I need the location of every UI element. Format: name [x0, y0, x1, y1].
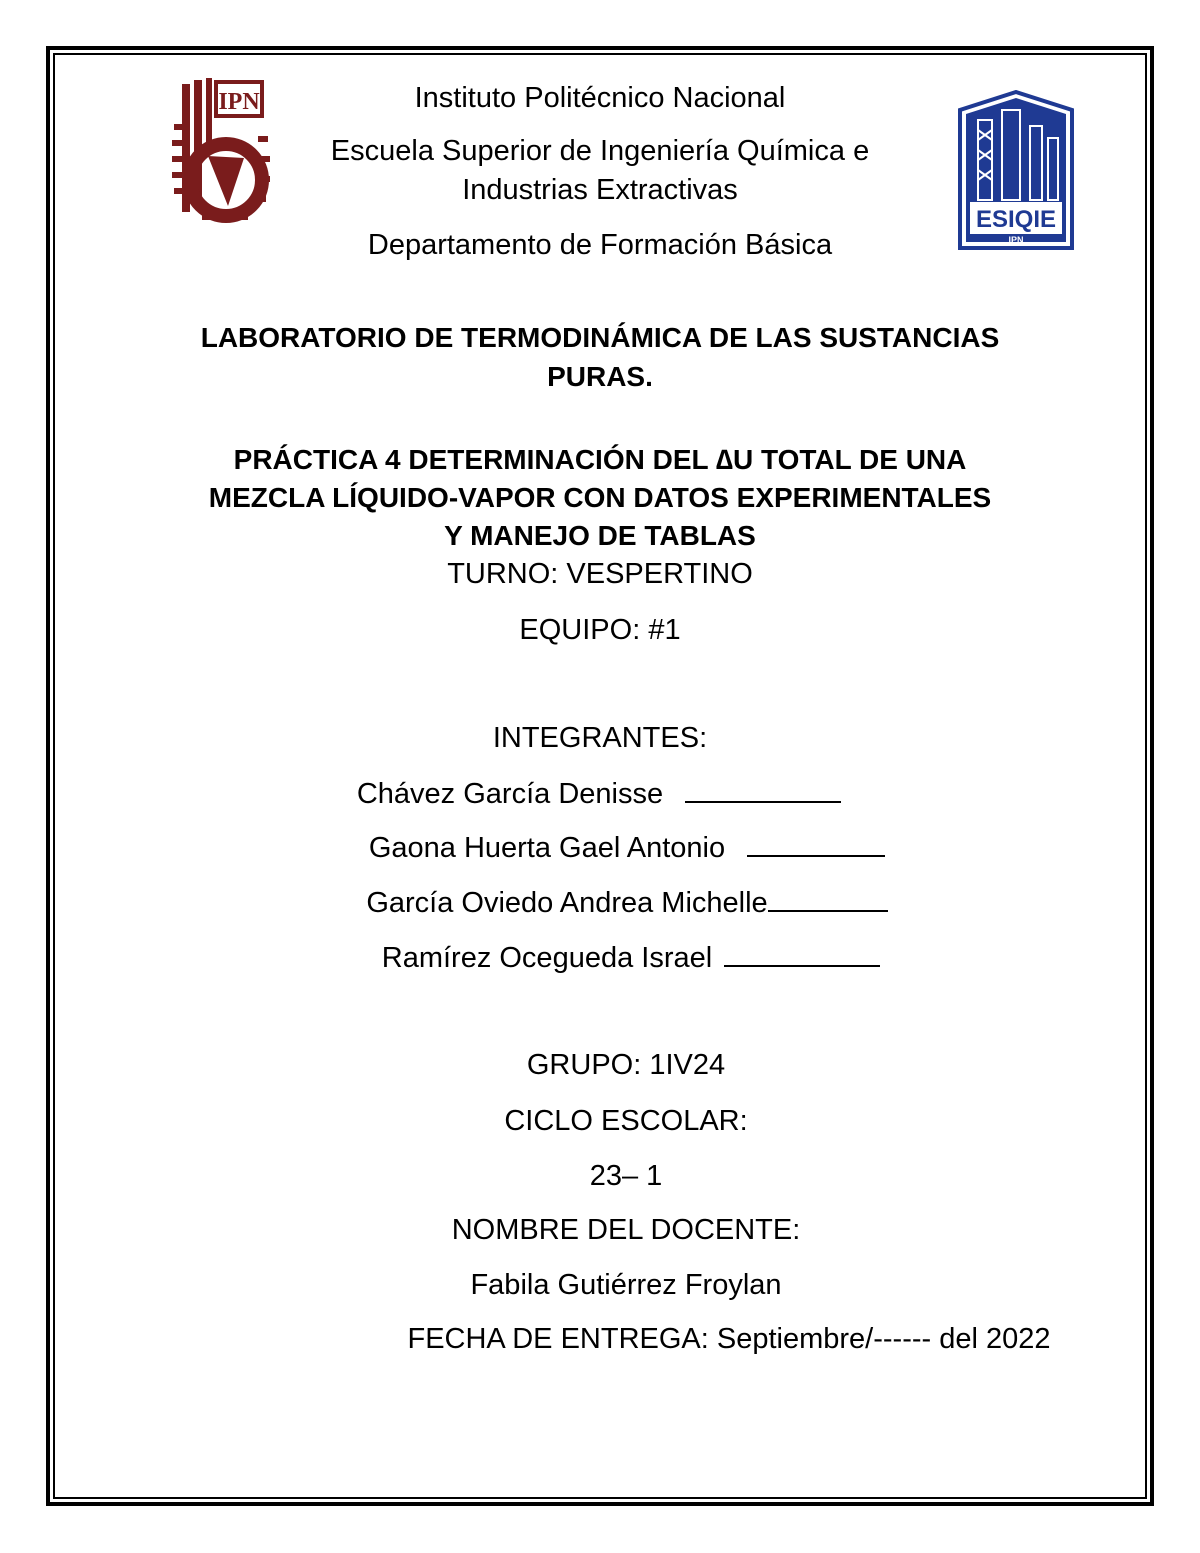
lab-title-line1: LABORATORIO DE TERMODINÁMICA DE LAS SUSTANCIAS	[200, 322, 1000, 353]
school-name-line2: Industrias Extractivas	[462, 174, 738, 206]
ciclo-label: CICLO ESCOLAR:	[504, 1105, 748, 1137]
signature-line	[685, 775, 841, 803]
ipn-logo-text: IPN	[218, 89, 260, 115]
member-row	[27, 884, 1200, 921]
esiqie-logo-subtext: IPN	[1008, 235, 1024, 245]
docente-name: Fabila Gutiérrez Froylan	[470, 1269, 782, 1301]
docente-label: NOMBRE DEL DOCENTE:	[451, 1214, 801, 1246]
signature-line	[768, 884, 888, 912]
fecha-entrega: FECHA DE ENTREGA: Septiembre/------ del 2022	[407, 1323, 1051, 1355]
member-row	[31, 939, 1200, 976]
grupo: GRUPO: 1IV24	[526, 1049, 726, 1081]
signature-line	[724, 939, 880, 967]
department-name: Departamento de Formación Básica	[367, 229, 833, 261]
practice-title-line2: MEZCLA LÍQUIDO-VAPOR CON DATOS EXPERIMENTALES	[208, 482, 992, 513]
member-name: Ramírez Ocegueda Israel	[381, 942, 713, 974]
member-name: Chávez García Denisse	[356, 778, 664, 810]
esiqie-logo-text: ESIQIE	[975, 206, 1057, 233]
school-name-line1: Escuela Superior de Ingeniería Química e	[330, 135, 870, 167]
lab-title-line2: PURAS.	[547, 361, 653, 392]
signature-line	[747, 829, 885, 857]
turno: TURNO: VESPERTINO	[447, 558, 753, 590]
member-name: Gaona Huerta Gael Antonio	[368, 832, 726, 864]
member-row	[0, 775, 1199, 812]
ciclo-value: 23– 1	[589, 1160, 663, 1192]
practice-title-line1: PRÁCTICA 4 DETERMINACIÓN DEL ∆U TOTAL DE UNA	[233, 444, 967, 475]
integrantes-label: INTEGRANTES:	[492, 722, 708, 754]
equipo: EQUIPO: #1	[519, 614, 681, 646]
institution-name: Instituto Politécnico Nacional	[414, 82, 786, 114]
member-row	[27, 829, 1200, 866]
member-name: García Oviedo Andrea Michelle	[366, 887, 768, 919]
practice-title-line3: Y MANEJO DE TABLAS	[444, 520, 756, 551]
